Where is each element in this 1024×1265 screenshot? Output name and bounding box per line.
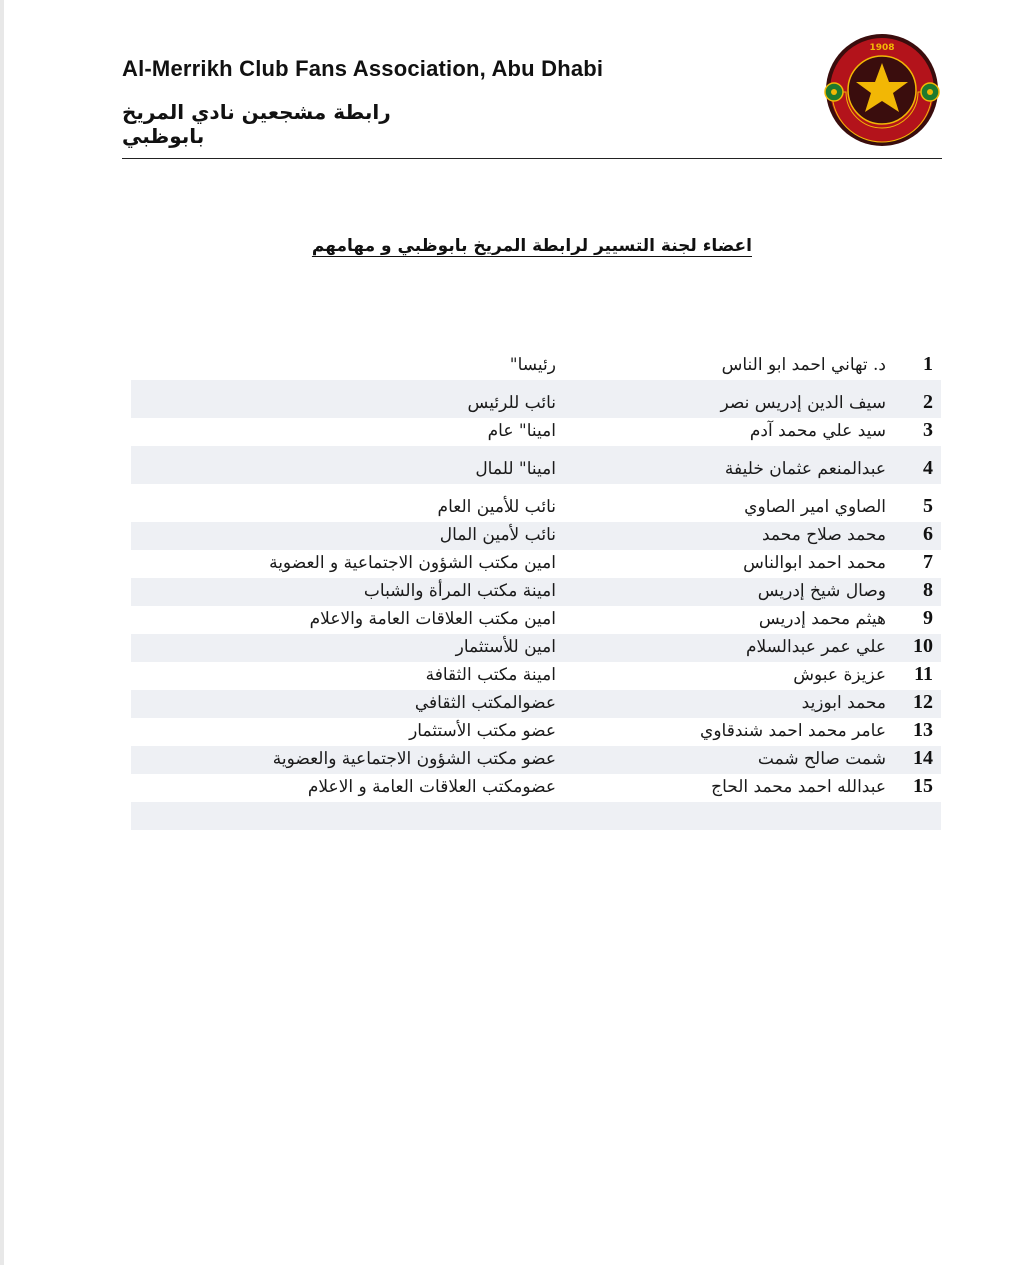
table-row <box>131 718 941 746</box>
member-role: عضومكتب العلاقات العامة و الاعلام <box>307 777 556 797</box>
table-row <box>131 690 941 718</box>
member-name: الصاوي امير الصاوي <box>744 497 886 517</box>
member-name: د. تهاني احمد ابو الناس <box>721 355 886 375</box>
member-role: عضو مكتب الأستثمار <box>409 721 556 741</box>
member-role: امين مكتب العلاقات العامة والاعلام <box>309 609 556 629</box>
member-name: علي عمر عبدالسلام <box>745 637 886 657</box>
member-number: 12 <box>913 691 933 713</box>
member-number: 6 <box>923 523 933 545</box>
member-number: 13 <box>913 719 933 741</box>
table-row <box>131 380 941 418</box>
table-row <box>131 606 941 634</box>
member-name: عبدالمنعم عثمان خليفة <box>724 459 886 479</box>
member-number: 8 <box>923 579 933 601</box>
watermark <box>12 1242 15 1253</box>
member-name: عامر محمد احمد شندقاوي <box>700 721 886 741</box>
table-row <box>131 446 941 484</box>
table-row <box>131 774 941 802</box>
member-role: امين للأستثمار <box>455 637 556 657</box>
header-divider <box>122 158 942 159</box>
member-number: 11 <box>914 663 933 685</box>
table-row <box>131 662 941 690</box>
member-role: امينة مكتب الثقافة <box>425 665 556 685</box>
table-row <box>131 634 941 662</box>
member-role: عضوالمكتب الثقافي <box>414 693 556 713</box>
table-row <box>131 746 941 774</box>
member-name: شمت صالح شمت <box>757 749 886 769</box>
member-number: 10 <box>913 635 933 657</box>
table-row <box>131 342 941 380</box>
header-title-en: Al-Merrikh Club Fans Association, Abu Dhabi <box>122 56 604 81</box>
member-role: امينا" للمال <box>475 459 556 479</box>
member-number: 14 <box>913 747 933 769</box>
member-name: محمد صلاح محمد <box>761 525 886 545</box>
member-name: عبدالله احمد محمد الحاج <box>711 777 886 797</box>
member-number: 7 <box>923 551 933 573</box>
member-role: رئيسا" <box>509 355 556 375</box>
document-title: اعضاء لجنة التسيير لرابطة المريخ بابوظبي و مهامهم <box>311 236 752 256</box>
table-row <box>131 418 941 446</box>
member-role: نائب للرئيس <box>467 393 556 413</box>
member-role: امين مكتب الشؤون الاجتماعية و العضوية <box>269 553 556 573</box>
member-role: امينة مكتب المرأة والشباب <box>363 581 556 601</box>
member-role: عضو مكتب الشؤون الاجتماعية والعضوية <box>272 749 556 769</box>
member-name: وصال شيخ إدريس <box>757 581 886 601</box>
member-name: هيثم محمد إدريس <box>758 609 886 629</box>
member-role: نائب لأمين المال <box>439 525 556 545</box>
member-number: 5 <box>923 495 933 517</box>
member-name: سيد علي محمد آدم <box>749 421 886 441</box>
member-name: سيف الدين إدريس نصر <box>720 393 886 413</box>
member-role: نائب للأمين العام <box>437 497 556 517</box>
member-name: عزيزة عبوش <box>793 665 886 685</box>
member-number: 2 <box>923 391 933 413</box>
table-row <box>131 484 941 522</box>
member-number: 9 <box>923 607 933 629</box>
table-row <box>131 550 941 578</box>
members-table <box>131 342 941 830</box>
logo-year: 1908 <box>869 43 895 53</box>
member-number: 1 <box>923 353 933 375</box>
member-name: محمد ابوزيد <box>801 693 886 713</box>
member-number: 4 <box>923 457 933 479</box>
member-role: امينا" عام <box>487 421 556 441</box>
member-number: 3 <box>923 419 933 441</box>
member-number: 15 <box>913 775 933 797</box>
table-row <box>131 578 941 606</box>
table-row <box>131 522 941 550</box>
table-row-empty <box>131 802 941 830</box>
member-name: محمد احمد ابوالناس <box>743 553 886 573</box>
club-logo <box>822 30 942 150</box>
header-title-ar: رابطة مشجعين نادي المريخ بابوظبي <box>122 100 391 148</box>
